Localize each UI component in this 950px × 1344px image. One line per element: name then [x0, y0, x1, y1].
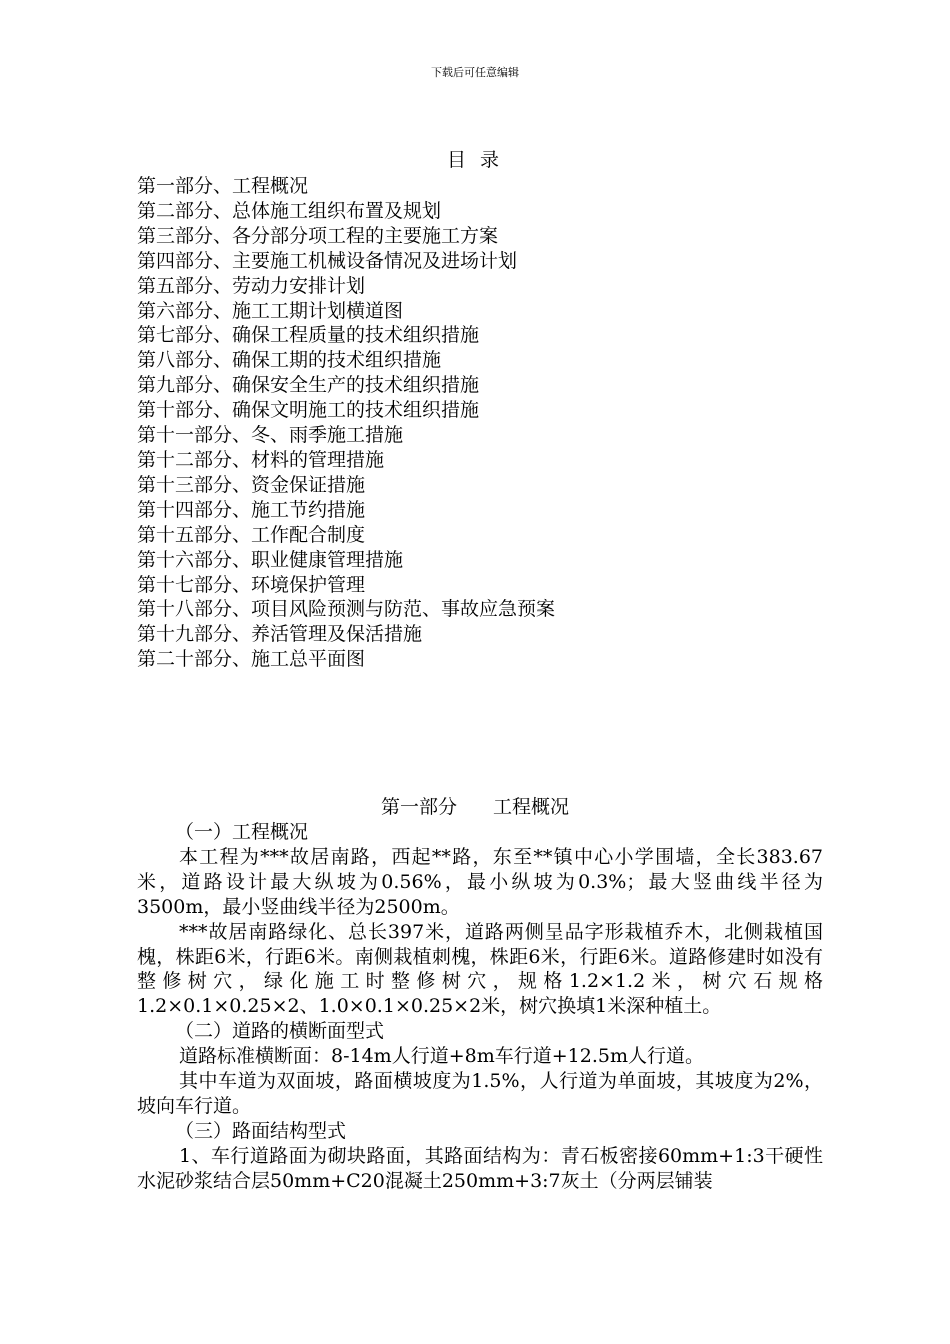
toc-item: 第九部分、确保安全生产的技术组织措施 [137, 374, 480, 397]
subheading: （一）工程概况 [175, 821, 309, 843]
paragraph: 1、车行道路面为砌块路面，其路面结构为：青石板密接60mm+1:3干硬性水泥砂浆结合层50mm+C20混凝土250mm+3:7灰土（分两层铺装 [137, 1144, 823, 1192]
toc-item: 第十四部分、施工节约措施 [137, 498, 366, 521]
toc-item: 第四部分、主要施工机械设备情况及进场计划 [137, 249, 518, 272]
section-body [137, 820, 823, 1194]
toc-title: 目 录 [446, 149, 504, 171]
toc-item: 第十部分、确保文明施工的技术组织措施 [137, 399, 480, 422]
toc-item: 第二十部分、施工总平面图 [137, 648, 366, 671]
section-title-name: 工程概况 [493, 796, 570, 818]
toc-item: 第十九部分、养活管理及保活措施 [137, 623, 423, 646]
toc-item: 第一部分、工程概况 [137, 175, 309, 197]
toc-item: 第十二部分、材料的管理措施 [137, 448, 385, 471]
subheading: （二）道路的横断面型式 [175, 1020, 385, 1043]
paragraph: ***故居南路绿化、总长397米，道路两侧呈品字形栽植乔木，北侧栽植国槐，株距6米，行距6米。南侧栽植刺槐，株距6米，行距6米。道路修建时如没有整修树穴，绿化施工时整修树穴，规格1.2×1.2米，树穴石规格1.2×0.1×0.25×2、1.0×0.1×0.25×2米，树穴换填1米深种植土。 [137, 920, 823, 1018]
section-title [0, 794, 950, 820]
toc-item: 第八部分、确保工期的技术组织措施 [137, 349, 442, 372]
toc-item: 第三部分、各分部分项工程的主要施工方案 [137, 224, 499, 247]
toc-item: 第二部分、总体施工组织布置及规划 [137, 199, 442, 222]
toc-item: 第十一部分、冬、雨季施工措施 [137, 424, 404, 447]
paragraph: 其中车道为双面坡，路面横坡度为1.5%，人行道为单面坡，其坡度为2%，坡向车行道。 [137, 1070, 823, 1117]
toc-item: 第十五部分、工作配合制度 [137, 523, 366, 546]
subheading: （三）路面结构型式 [175, 1119, 347, 1142]
section-title-part: 第一部分 [380, 796, 457, 818]
toc-item: 第十六部分、职业健康管理措施 [137, 548, 404, 571]
toc-item: 第十七部分、环境保护管理 [137, 573, 366, 596]
toc-item: 第五部分、劳动力安排计划 [137, 274, 366, 297]
table-of-contents [137, 174, 837, 672]
toc-item: 第十三部分、资金保证措施 [137, 473, 366, 496]
paragraph: 道路标准横断面：8-14m人行道+8m车行道+12.5m人行道。 [179, 1045, 704, 1068]
toc-item: 第六部分、施工工期计划横道图 [137, 299, 404, 322]
page-header: 下载后可任意编辑 [431, 66, 519, 79]
paragraph: 本工程为***故居南路，西起**路，东至**镇中心小学围墙，全长383.67米，道路设计最大纵坡为0.56%，最小纵坡为0.3%；最大竖曲线半径为3500m，最小竖曲线半径为2500m。 [137, 845, 823, 918]
toc-item: 第七部分、确保工程质量的技术组织措施 [137, 324, 480, 347]
toc-item: 第十八部分、项目风险预测与防范、事故应急预案 [137, 598, 556, 621]
